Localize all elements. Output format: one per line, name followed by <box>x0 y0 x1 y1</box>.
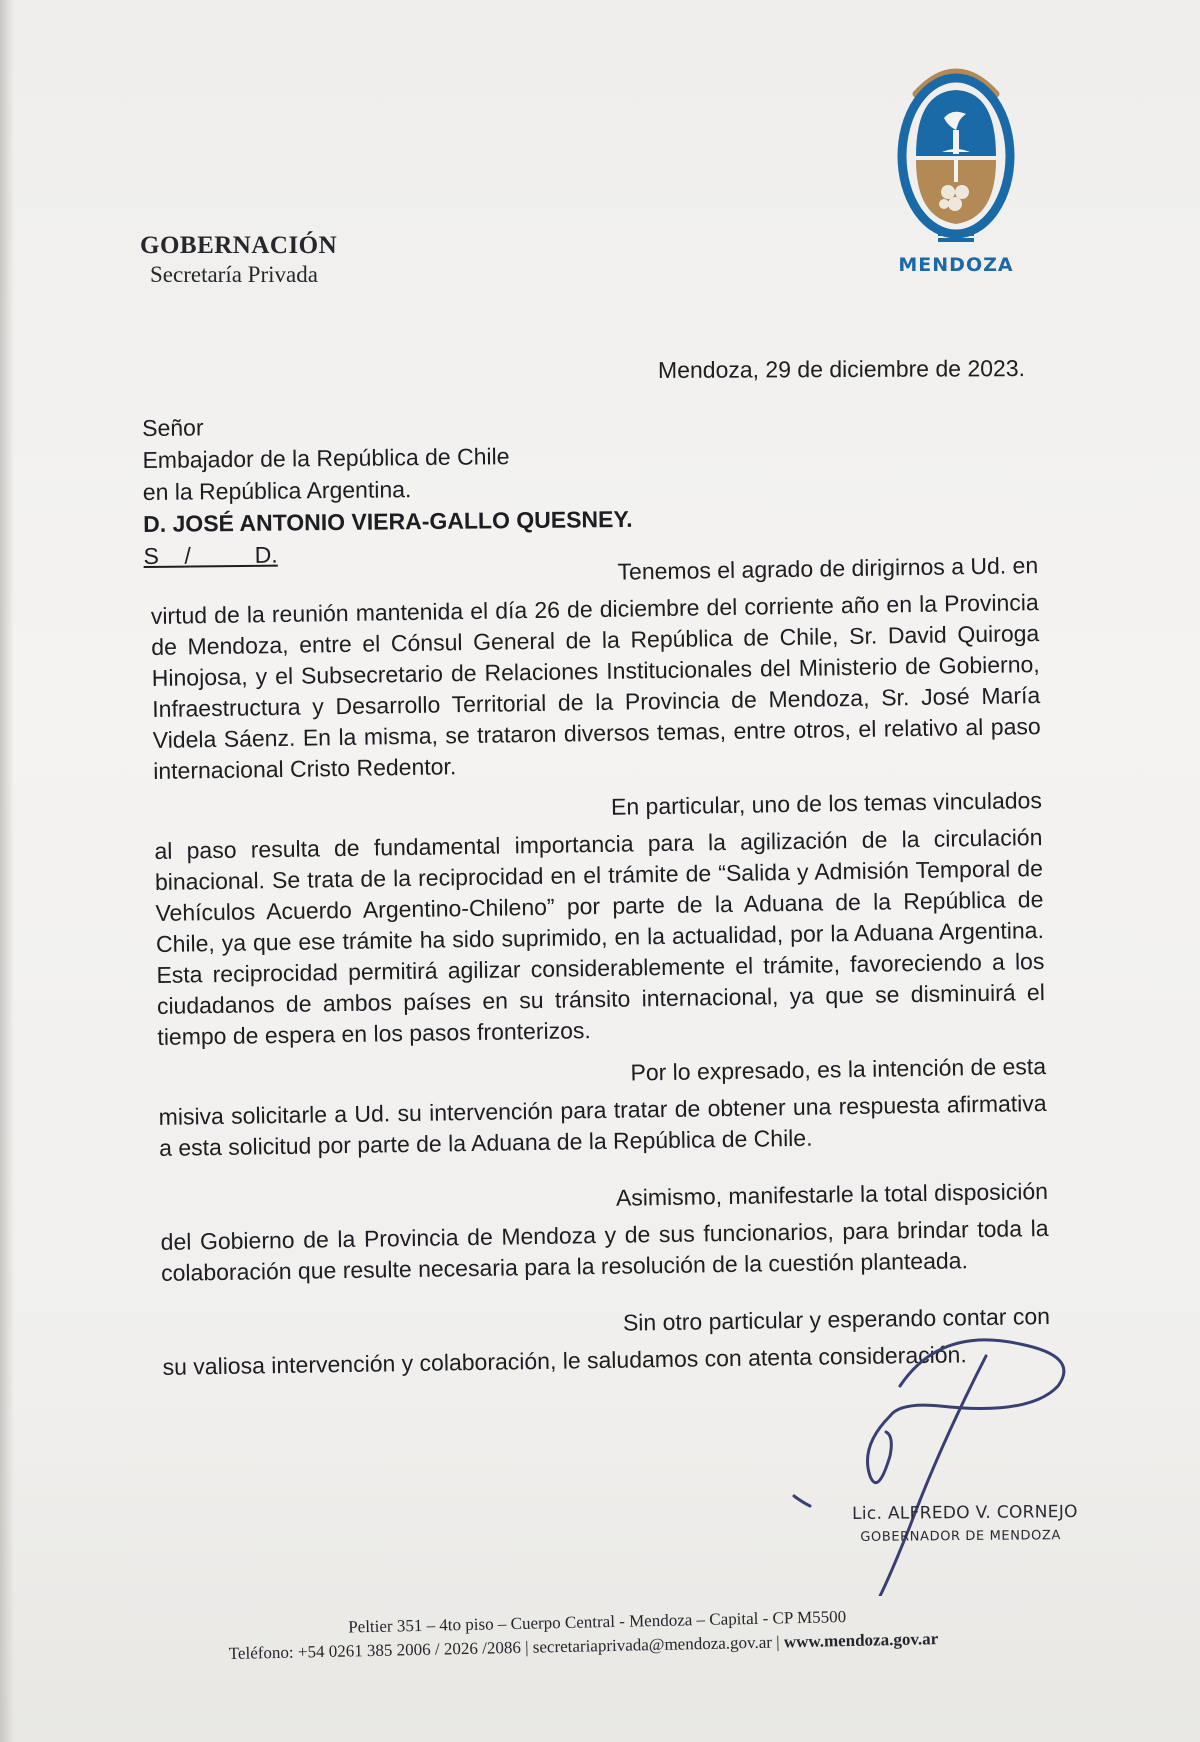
addressee-name: D. JOSÉ ANTONIO VIERA-GALLO QUESNEY. <box>143 505 633 537</box>
footer-website-link[interactable]: www.mendoza.gov.ar <box>783 1629 939 1652</box>
handwritten-signature <box>790 1336 1090 1596</box>
paragraph-1-text: virtud de la reunión mantenida el día 26 de diciembre del corriente año en la Provincia de Mendoza, entre el Cónsul General de la República de Chile, Sr. David Quiroga Hinojosa, y el Subsecretario de Relaciones Institucionales del Ministerio de Gobierno, Infraestructura y Desarrollo Territorial de la Provincia de Mendoza, Sr. José María Videla Sáenz. En la misma, se trataron diversos temas, entre otros, el relativo al paso internacional Cristo Redentor. <box>150 589 1041 784</box>
mendoza-logo <box>886 56 1026 286</box>
paragraph-2 <box>154 785 1046 1053</box>
paragraph-3 <box>158 1051 1047 1164</box>
date-line: Mendoza, 29 de diciembre de 2023. <box>657 355 1026 383</box>
letterhead-title: GOBERNACIÓN <box>140 232 338 259</box>
paragraph-2-text: al paso resulta de fundamental importancia para la agilización de la circulación binacional. Se trata de la reciprocidad en el trámite de “Salida y Admisión Temporal de Vehículos Acuerdo Argentino-Chileno” por parte de la Aduana de la República de Chile, ya que ese trámite ha sido suprimido, en la actualidad, por la Aduana Argentina. Esta reciprocidad permitirá agilizar considerablemente el trámite, favoreciendo a los ciudadanos de ambos países en su tránsito internacional, ya que se disminuirá el tiempo de espera en los pasos fronterizos. <box>154 824 1046 1050</box>
paragraph-1 <box>150 550 1041 787</box>
addressee-block <box>142 407 633 572</box>
paragraph-1-lead: Tenemos el agrado de dirigirnos a Ud. en <box>617 552 1039 585</box>
paragraph-3-text: misiva solicitarle a Ud. su intervención para tratar de obtener una respuesta afirmativa a esta solicitud por parte de la Aduana de la República de Chile. <box>158 1089 1047 1161</box>
letterhead-subtitle: Secretaría Privada <box>150 262 318 287</box>
paragraph-5-lead: Sin otro particular y esperando contar con <box>622 1302 1051 1336</box>
paragraph-4-lead: Asimismo, manifestarle la total disposición <box>615 1177 1049 1211</box>
paragraph-3-lead: Por lo expresado, es la intención de esta <box>630 1052 1047 1086</box>
signer-block <box>852 1502 1092 1545</box>
footer-address: Peltier 351 – 4to piso – Cuerpo Central - Mendoza – Capital - CP M5500 <box>348 1607 847 1637</box>
signer-name: Lic. ALFREDO V. CORNEJO <box>852 1502 1078 1524</box>
paragraph-5-text: su valiosa intervención y colaboración, le saludamos con atenta consideración. <box>162 1341 967 1380</box>
addressee-line-2: en la República Argentina. <box>142 476 412 505</box>
letterhead <box>140 232 337 288</box>
addressee-line-1: Embajador de la República de Chile <box>142 443 510 473</box>
sd-slash: / <box>184 542 191 569</box>
sd-d: D. <box>254 541 278 568</box>
paragraph-4-text: del Gobierno de la Provincia de Mendoza y de sus funcionarios, para brindar toda la colaboración que resulte necesaria para la resolución de la cuestión planteada. <box>160 1214 1049 1286</box>
paragraph-4 <box>160 1176 1049 1289</box>
sd-s: S <box>143 542 159 569</box>
footer-phone-email: Teléfono: +54 0261 385 2006 / 2026 /2086 | secretariaprivada@mendoza.gov.ar | <box>228 1632 785 1663</box>
signer-role: GOBERNADOR DE MENDOZA <box>860 1528 1062 1545</box>
addressee-salutation: Señor <box>142 414 204 441</box>
coat-of-arms-icon <box>886 56 1026 246</box>
letter-footer <box>228 1601 1049 1666</box>
paragraph-2-lead: En particular, uno de los temas vinculados <box>610 787 1043 820</box>
letter-body <box>150 550 1051 1395</box>
logo-wordmark: MENDOZA <box>898 254 1014 276</box>
